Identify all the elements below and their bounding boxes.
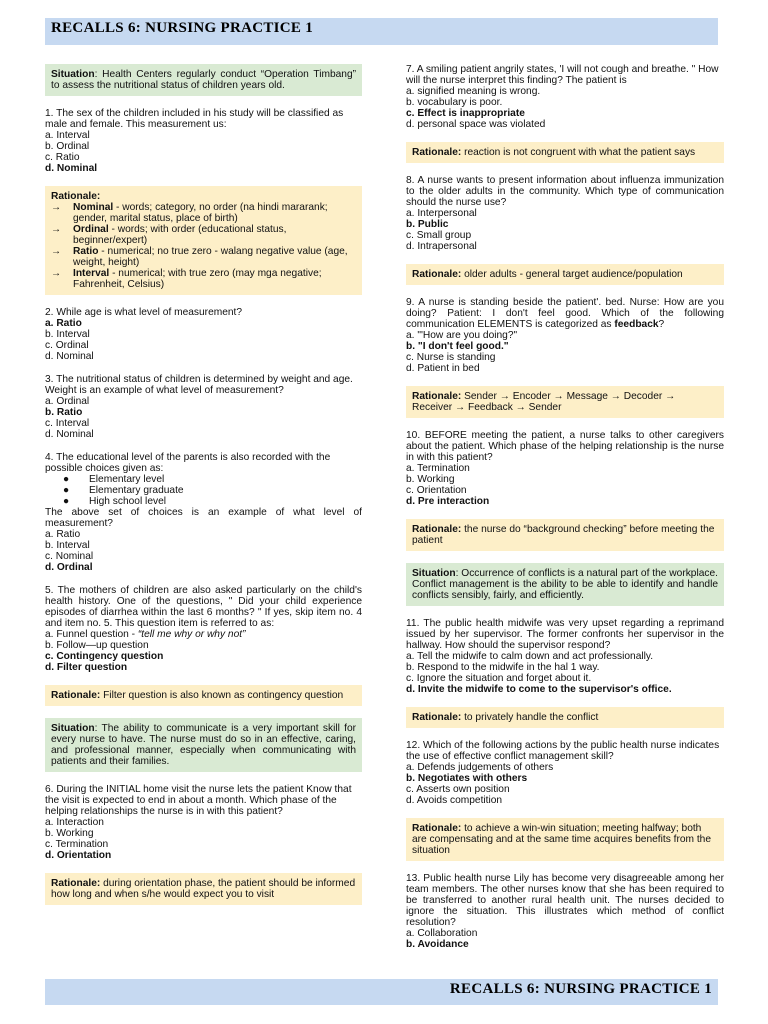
question-stem: 1. The sex of the children included in his study will be classified as male and female. This measurement us: (45, 108, 344, 130)
rationale-text: reaction is not congruent with what the patient says (461, 147, 696, 158)
rationale-box (406, 707, 724, 728)
question-stem-cont: The above set of choices is an example of what level of measurement? (45, 507, 362, 529)
question-1 (45, 108, 362, 174)
rationale-label: Rationale: (412, 391, 462, 402)
option-d-answer: d. Orientation (45, 850, 112, 861)
option-a: a. Ordinal (45, 396, 90, 407)
term-desc: - words; with order (educational status, beginner/expert) (73, 224, 287, 246)
stem-text: 9. A nurse is standing beside the patient'. bed. Nurse: How are you doing? Patient: I don't feel good. Which of the following communication ELEMENTS is categorized as (406, 297, 724, 330)
question-12 (406, 740, 724, 806)
rationale-box (45, 685, 362, 706)
option-a: a. Interpersonal (406, 208, 477, 219)
option-d: d. Nominal (45, 429, 94, 440)
rationale-text: to privately handle the conflict (461, 712, 599, 723)
option-d-answer: d. Ordinal (45, 562, 93, 573)
option-c: c. Ignore the situation and forget about it. (406, 673, 592, 684)
bullet-text: High school level (89, 496, 167, 507)
option-c: c. Ordinal (45, 340, 89, 351)
option-a-answer: a. Ratio (45, 318, 82, 329)
rationale-label: Rationale: (412, 823, 462, 834)
bullet-icon: ● (63, 496, 70, 507)
rationale-text: Sender → Encoder → Message → Decoder → Receiver → Feedback → Sender (412, 391, 676, 413)
term: Interval (73, 268, 110, 279)
question-stem: 10. BEFORE meeting the patient, a nurse talks to other caregivers about the patient. Which phase of the helping relationship is the nurse in with this patient? (406, 430, 724, 463)
situation-label: Situation (51, 723, 95, 734)
question-7 (406, 64, 724, 130)
bullet-icon: ● (63, 474, 70, 485)
rationale-text: to achieve a win-win situation; meeting halfway; both are compensating and at the same time acquires benefits from the situation (412, 823, 711, 856)
rationale-text: during orientation phase, the patient should be informed how long and when s/he would expect you to visit (51, 878, 356, 900)
question-stem: 13. Public health nurse Lily has become very disagreeable among her team members. The other nurses know that she has been required to be transferred to another rural health unit. The nurses decided to ignore the situation. This illustrates which method of conflict resolution? (406, 873, 724, 928)
question-stem: 5. The mothers of children are also asked particularly on the child's health history. One of the questions, " Did your child experience episodes of diarrhea within the last 6 months? " If yes, skip item no. 4 and item no. 5. This question item is referred to as: (45, 585, 362, 629)
option-c: c. Termination (45, 839, 109, 850)
option-a: a. Ratio (45, 529, 81, 540)
question-13 (406, 873, 724, 950)
situation-box (406, 563, 724, 606)
rationale-box (45, 873, 362, 905)
situation-box (45, 64, 362, 96)
situation-text: : The ability to communicate is a very important skill for every nurse to have. The nurse must do so in an effective, caring, and professional manner, especially when communicating with patients and their families. (51, 723, 356, 767)
option-a: a. signified meaning is wrong. (406, 86, 541, 97)
rationale-item (51, 268, 356, 290)
option-a: a. Termination (406, 463, 470, 474)
option-a: a. Interaction (45, 817, 104, 828)
rationale-box (406, 386, 724, 418)
header-title: RECALLS 6: NURSING PRACTICE 1 (51, 20, 314, 36)
question-6 (45, 784, 362, 861)
question-8 (406, 175, 724, 252)
option-c-answer: c. Effect is inappropriate (406, 108, 525, 119)
rationale-label: Rationale: (412, 269, 462, 280)
term-desc: - numerical; with true zero (may mga negative; Fahrenheit, Celsius) (73, 268, 322, 290)
rationale-text: older adults - general target audience/population (461, 269, 683, 280)
option-d-answer: d. Invite the midwife to come to the supervisor's office. (406, 684, 672, 695)
term-desc: - numerical; no true zero - walang negative value (age, weight, height) (73, 246, 348, 268)
rationale-text: the nurse do “background checking” before meeting the patient (412, 524, 715, 546)
option-a: a. "'How are you doing?" (406, 330, 518, 341)
option-b-answer: b. Negotiates with others (406, 773, 528, 784)
situation-text: : Occurrence of conflicts is a natural part of the workplace. Conflict management is the ability to be able to identify and handle conflicts sensibly, fairly, and efficiently. (412, 568, 718, 601)
rationale-text: Filter question is also known as contingency question (100, 690, 344, 701)
option-a: a. Collaboration (406, 928, 478, 939)
option-b: b. Follow—up question (45, 640, 149, 651)
option-d: d. personal space was violated (406, 119, 546, 130)
question-stem: 4. The educational level of the parents is also recorded with the possible choices given as: (45, 452, 331, 474)
question-stem: 11. The public health midwife was very upset regarding a reprimand issued by her supervisor. The former confronts her supervisor in the hallway. How should the supervisor respond? (406, 618, 724, 651)
question-stem: 8. A nurse wants to present information about influenza immunization to the older adults in the community. Which type of communication should the nurse use? (406, 175, 724, 208)
rationale-label: Rationale: (51, 191, 101, 202)
option-c: c. Interval (45, 418, 90, 429)
question-5 (45, 585, 362, 673)
rationale-box (406, 264, 724, 285)
option-d: d. Patient in bed (406, 363, 480, 374)
left-column (45, 64, 362, 917)
option-d-answer: d. Nominal (45, 163, 98, 174)
option-c: c. Ratio (45, 152, 80, 163)
option-c: c. Asserts own position (406, 784, 510, 795)
stem-end: ? (658, 319, 665, 330)
rationale-item (51, 202, 356, 224)
option-a (45, 629, 362, 640)
term: Ordinal (73, 224, 109, 235)
bullet-item (45, 485, 362, 496)
option-c-answer: c. Contingency question (45, 651, 164, 662)
situation-label: Situation (412, 568, 456, 579)
option-c: c. Nominal (45, 551, 94, 562)
option-b: b. vocabulary is poor. (406, 97, 503, 108)
bullet-item (45, 496, 362, 507)
option-b-answer: b. Ratio (45, 407, 83, 418)
option-b: b. Respond to the midwife in the hal 1 way. (406, 662, 600, 673)
rationale-box (406, 519, 724, 551)
bullet-text: Elementary level (89, 474, 165, 485)
option-d: d. Nominal (45, 351, 94, 362)
arrow-icon: → (51, 246, 62, 257)
option-c: c. Small group (406, 230, 472, 241)
question-stem: 12. Which of the following actions by the public health nurse indicates the use of effective conflict management skill? (406, 740, 720, 762)
option-b-answer: b. "I don't feel good." (406, 341, 509, 352)
option-a-italic: “tell me why or why not” (137, 629, 246, 640)
question-stem: 6. During the INITIAL home visit the nurse lets the patient Know that the visit is expected to end in about a month. Which phase of the helping relationships the nurse is in with this patient? (45, 784, 352, 817)
option-c: c. Nurse is standing (406, 352, 496, 363)
option-a: a. Defends judgements of others (406, 762, 554, 773)
question-3 (45, 374, 362, 440)
question-4 (45, 452, 362, 573)
question-stem: 3. The nutritional status of children is determined by weight and age. Weight is an example of what level of measurement? (45, 374, 353, 396)
option-d: d. Intrapersonal (406, 241, 477, 252)
term-desc: - words; category, no order (na hindi mararank; gender, marital status, place of birth) (73, 202, 328, 224)
option-b: b. Ordinal (45, 141, 90, 152)
term: Ratio (73, 246, 99, 257)
page-footer (45, 979, 718, 1005)
option-b-answer: b. Public (406, 219, 449, 230)
rationale-box (406, 818, 724, 861)
stem-bold: feedback (614, 319, 659, 330)
arrow-icon: → (51, 202, 62, 213)
term: Nominal (73, 202, 114, 213)
question-10 (406, 430, 724, 507)
option-d: d. Avoids competition (406, 795, 503, 806)
option-a: a. Tell the midwife to calm down and act professionally. (406, 651, 654, 662)
right-column (406, 64, 724, 962)
option-a-text: a. Funnel question - (45, 629, 138, 640)
rationale-label: Rationale: (51, 690, 101, 701)
rationale-item (51, 246, 356, 268)
arrow-icon: → (51, 268, 62, 279)
question-stem: 2. While age is what level of measurement? (45, 307, 243, 318)
situation-box (45, 718, 362, 772)
rationale-box (406, 142, 724, 163)
question-9 (406, 297, 724, 374)
rationale-label: Rationale: (412, 524, 462, 535)
bullet-text: Elementary graduate (89, 485, 184, 496)
option-d-answer: d. Filter question (45, 662, 128, 673)
option-b-answer: b. Avoidance (406, 939, 469, 950)
option-b: b. Working (45, 828, 94, 839)
bullet-icon: ● (63, 485, 70, 496)
footer-title: RECALLS 6: NURSING PRACTICE 1 (449, 981, 712, 997)
option-a: a. Interval (45, 130, 90, 141)
rationale-label: Rationale: (51, 878, 101, 889)
rationale-item (51, 224, 356, 246)
question-stem (406, 297, 724, 330)
question-stem: 7. A smiling patient angrily states, 'I will not cough and breathe. " How will the nurse interpret this finding? The patient is (406, 64, 719, 86)
situation-text: : Health Centers regularly conduct “Operation Timbang” to assess the nutritional status of children years old. (51, 69, 356, 91)
option-d-answer: d. Pre interaction (406, 496, 490, 507)
bullet-item (45, 474, 362, 485)
rationale-label: Rationale: (412, 712, 462, 723)
option-b: b. Interval (45, 540, 90, 551)
option-b: b. Interval (45, 329, 90, 340)
situation-label: Situation (51, 69, 95, 80)
option-c: c. Orientation (406, 485, 467, 496)
question-11 (406, 618, 724, 695)
arrow-icon: → (51, 224, 62, 235)
rationale-label: Rationale: (412, 147, 462, 158)
page-header (45, 18, 718, 45)
question-2 (45, 307, 362, 362)
rationale-box (45, 186, 362, 295)
option-b: b. Working (406, 474, 455, 485)
